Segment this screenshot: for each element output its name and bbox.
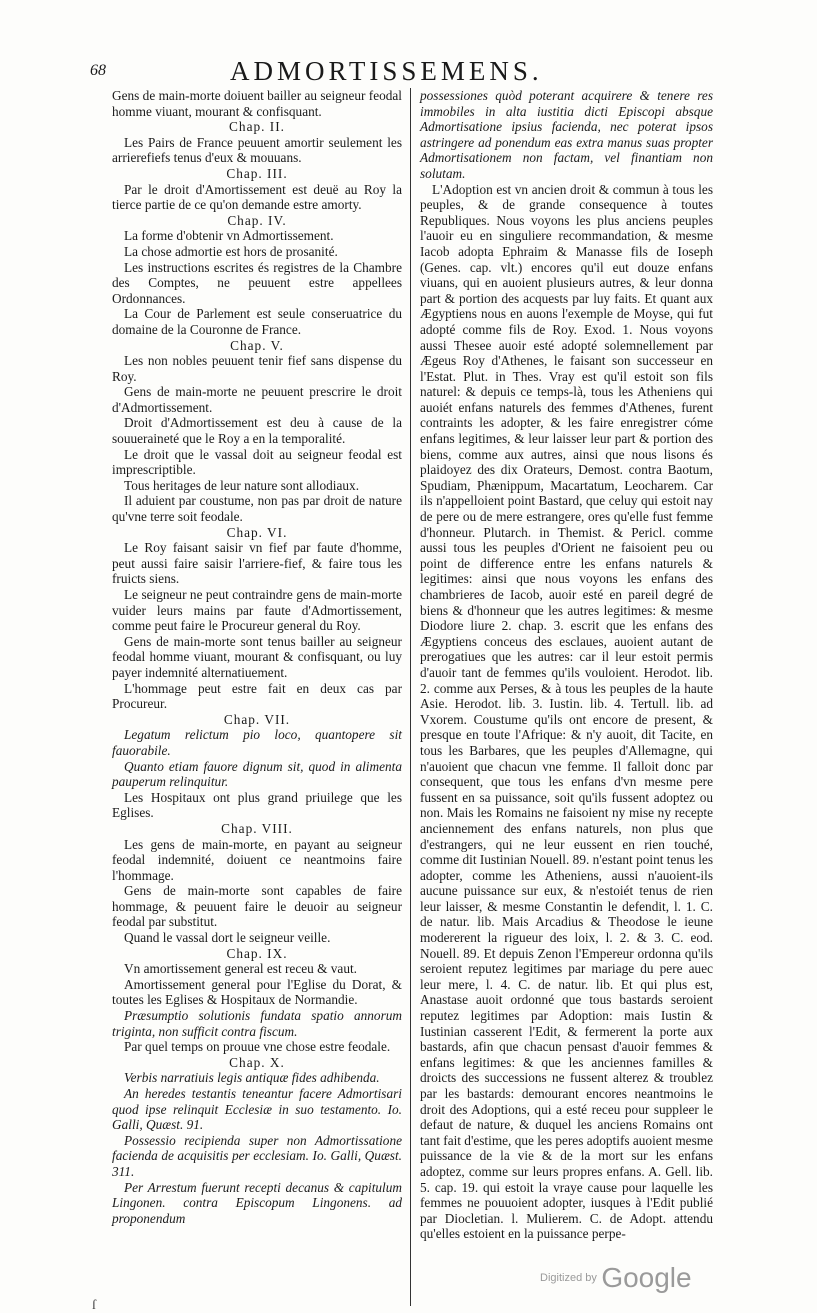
page-number: 68 (90, 62, 106, 79)
chapter-heading: Chap. II. (229, 119, 285, 135)
paragraph: Les non nobles peuuent tenir fief sans dispense du Roy. (112, 353, 402, 384)
paragraph: La forme d'obtenir vn Admortissement. (124, 228, 334, 244)
paragraph: Gens de main-morte ne peuuent prescrire le droit d'Admortissement. (112, 384, 402, 415)
paragraph: Gens de main-morte sont capables de faire hommage, & peuuent faire le deuoir au seigneur feodal par substitut. (112, 883, 402, 930)
page-bottom-mark: ſ (92, 1298, 96, 1313)
paragraph: Les gens de main-morte, en payant au seigneur feodal indemnité, doiuent ce neantmoins faire l'hommage. (112, 836, 402, 883)
paragraph: Vn amortissement general est receu & vaut. (124, 961, 357, 977)
paragraph: possessiones quòd poterant acquirere & tenere res immobiles in alta iustitia dicti Episcopi absque Admortisatione ipsius facienda, nec poterat ipsos astringere ad ponendum eas extra manus suas propter Admortisationem non factam, vel finantiam non solutam. (420, 88, 713, 181)
paragraph: Legatum relictum pio loco, quantopere sit fauorabile. (112, 727, 402, 758)
paragraph: Il aduient par coustume, non pas par droit de nature qu'vne terre soit feodale. (112, 493, 402, 525)
paragraph: Par quel temps on prouue vne chose estre feodale. (124, 1039, 391, 1055)
google-logo: Google (601, 1262, 692, 1293)
paragraph: Les Pairs de France peuuent amortir seulement les arrierefiefs tenus d'eux & mouuans. (112, 134, 402, 166)
chapter-heading: Chap. VI. (226, 524, 288, 540)
chapter-heading: Chap. III. (226, 165, 288, 181)
chapter-heading: Chap. VIII. (221, 820, 293, 836)
running-title: ADMORTISSEMENS. (230, 56, 543, 86)
paragraph: Per Arrestum fuerunt recepti decanus & capitulum Lingonen. contra Episcopum Lingonens. ad proponendum (112, 1179, 402, 1226)
paragraph: Gens de main-morte doiuent bailler au seigneur feodal homme viuant, mourant & confisquant. (112, 88, 402, 119)
page-header (90, 56, 730, 90)
paragraph: Tous heritages de leur nature sont allodiaux. (124, 477, 360, 493)
digitized-by-google-watermark (540, 1262, 692, 1294)
paragraph: Possessio recipienda super non Admortissatione facienda de acquisitis per ecclesiam. Io. Galli, Quæst. 311. (112, 1132, 402, 1179)
paragraph: Quanto etiam fauore dignum sit, quod in alimenta pauperum relinquitur. (112, 758, 402, 790)
paragraph: L'hommage peut estre fait en deux cas par Procureur. (112, 680, 402, 712)
paragraph: Droit d'Admortissement est deu à cause de la souueraineté que le Roy a en la temporalité. (112, 415, 402, 447)
chapter-heading: Chap. V. (230, 337, 284, 353)
right-column (420, 88, 713, 1242)
paragraph: L'Adoption est vn ancien droit & commun à tous les peuples, & de grande consequence à toutes Republiques. Nous voyons les plus anciens peuples l'auoir eu en singuliere recommandation, & mesme Iacob adopta Ephraim & Manasse fils de Ioseph (Genes. cap. vlt.) encores qu'il eut douze enfans viuans, qui en auoient plusieurs autres, & leur donna part & portion des acquests par luy faits. Et quant aux Ægyptiens nous en auons l'exemple de Moyse, qui fut adopté comme fils de Roy. Exod. 1. Nous voyons aussi Thesee auoir esté adopté solemnellement par Ægeus Roy d'Athenes, le faisant son successeur en l'Estat. Plut. in Thes. Vray est qu'il estoit son fils naturel: & depuis ce temps-là, tous les Atheniens qui auoiét enfans naturels des femmes d'Athenes, furent contraints les adopter, & les faire enregistrer cóme enfans legitimes, & leur laisser leur part & portion des biens, comme aux autres, ainsi que nous lisons és plaidoyez des dix Orateurs, Demost. contra Baotum, Spudiam, Phænippum, Macartatum, Leocharem. Car ils n'appelloient point Bastard, que celuy qui estoit nay de pere ou de mere estrangere, ores qu'elle fust femme d'honneur. Plutarch. in Themist. & Pericl. comme aussi tous les peuples d'Orient ne faisoient peu ou point de difference entre les enfans naturels & legitimes: ainsi que nous voyons les enfans des chambrieres de Iacob, auoir esté en pareil degré de biens & d'honneur que les autres legitimes: & mesme Diodore liure 2. chap. 3. escrit que les enfans des Ægyptiens conceus des esclaues, auoient autant de prerogatiues que les autres: car il leur estoit permis d'auoir tant de femmes qu'ils vouloient. Herodot. lib. 2. comme aux Perses, & à tous les peuples de la haute Asie. Herodot. lib. 3. Iustin. lib. 4. Tertull. lib. ad Vxorem. Coustume qu'ils ont encore de present, & presque en toute l'Afrique: & n'y auoit, dit Tacite, en tous les Barbares, que les peuples d'Allemagne, qui n'auoient que chacun vne femme. Il falloit donc par consequent, que tous les enfans d'vn mesme pere fussent en sa puissance, soit qu'ils fussent adoptez ou non. Mais les Romains ne faisoient ny mise ny recepte anciennement des enfans naturels, non plus que d'estrangers, qui ne leur eussent en rien touché, comme dit Iustinian Nouell. 89. n'estant point tenus les adopter, comme les Atheniens, aussi n'auoient-ils aucune puissance sur eux, & n'estoiét tenus de rien leur laisser, & mesme Constantin le defendit, l. 1. C. de natur. lib. Mais Arcadius & Theodose le ieune modererent la rigueur des loix, l. 2. & 3. C. eod. Nouell. 89. Et depuis Zenon l'Empereur ordonna qu'ils seroient reputez legitimes par mariage du pere auec leur mere, l. 4. C. de natur. lib. Et qui plus est, Anastase auoit ordonné que tous bastards seroient reputez legitimes par Adoption: mais Iustin & Iustinian casserent l'Edit, & fermerent la porte aux bastards, afin que chacun pensast d'auoir femmes & enfans legitimes: & que les anciennes familles & droicts des successions ne fussent alterez & troublez par les bastards: demourant encores neantmoins le droit des Adoptions, qui a esté receu pour suppleer le defaut de nature, & duquel les anciens Romains ont tant fait d'estime, que les peres adoptifs auoient mesme puissance de la vie & de la mort sur les enfans adoptez, comme sur leurs propres enfans. A. Gell. lib. 5. cap. 19. qui estoit la vraye cause pour laquelle les femmes ne pouuoient adopter, iusques à l'Edit publié par Diocletian. l. Mulierem. C. de Adopt. attendu qu'elles estoient en la puissance perpe- (420, 181, 713, 1242)
chapter-heading: Chap. IX. (226, 945, 288, 961)
chapter-heading: Chap. IV. (227, 212, 287, 228)
paragraph: Le seigneur ne peut contraindre gens de main-morte vuider leurs mains par faute d'Admortissement, comme peut faire le Procureur general du Roy. (112, 587, 402, 634)
paragraph: Gens de main-morte sont tenus bailler au seigneur feodal homme viuant, mourant & confisquant, ou luy payer indemnité alternatiuement. (112, 633, 402, 680)
chapter-heading: Chap. VII. (223, 711, 291, 727)
paragraph: Præsumptio solutionis fundata spatio annorum triginta, non sufficit contra fiscum. (112, 1008, 402, 1039)
chapter-heading: Chap. X. (229, 1054, 285, 1070)
paragraph: Quand le vassal dort le seigneur veille. (124, 930, 331, 946)
paragraph: Verbis narratiuis legis antiquæ fides adhibenda. (124, 1070, 380, 1086)
paragraph: La Cour de Parlement est seule conseruatrice du domaine de la Couronne de France. (112, 306, 402, 337)
paragraph: La chose admortie est hors de prosanité. (124, 243, 338, 259)
paragraph: Les Hospitaux ont plus grand priuilege que les Eglises. (112, 789, 402, 821)
paragraph: Les instructions escrites és registres de la Chambre des Comptes, ne peuuent estre appellees Ordonnances. (112, 259, 402, 306)
paragraph: Le Roy faisant saisir vn fief par faute d'homme, peut aussi faire saisir l'arriere-fief, & faire tous les fruicts siens. (112, 540, 402, 587)
left-column (112, 88, 402, 1226)
paragraph: Par le droit d'Amortissement est deuë au Roy la tierce partie de ce qu'on demande estre amorty. (112, 181, 402, 213)
column-divider (410, 88, 411, 1306)
paragraph: An heredes testantis teneantur facere Admortisari quod ipse relinquit Ecclesiæ in suo testamento. Io. Galli, Quæst. 91. (112, 1086, 402, 1133)
digitized-by-label: Digitized by (540, 1272, 597, 1284)
paragraph: Le droit que le vassal doit au seigneur feodal est imprescriptible. (112, 446, 402, 478)
paragraph: Amortissement general pour l'Eglise du Dorat, & toutes les Eglises & Hospitaux de Normandie. (112, 976, 402, 1008)
